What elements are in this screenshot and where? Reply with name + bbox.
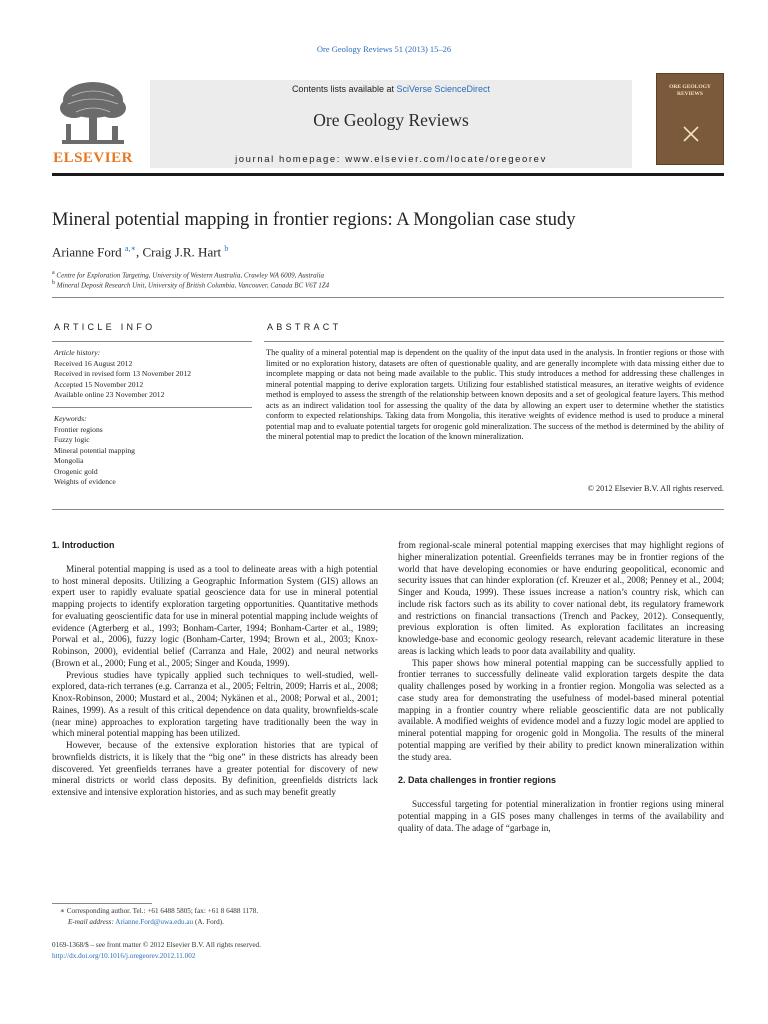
author-name: Craig J.R. Hart <box>142 244 222 260</box>
article-history <box>54 348 254 401</box>
footnote-marker: ∗ <box>60 907 65 915</box>
keywords-label: Keywords: <box>54 414 87 423</box>
body-paragraph: This paper shows how mineral potential mapping can be successfully applied to frontier terranes to successfully delineate valid exploration targets despite the data quality challenges posed by working in a frontier region. Mongolia was selected as a case study area for demonstrating the usefulness of model-based mineral potential mapping in a frontier country where reliable geoscientific data are not publically available. A modified weights of evidence model and a fuzzy logic model are applied to mineral potential mapping for orogenic gold in Mongolia. The results of the mineral potential mapping are verified by their ability to predict known mineralization within the study area. <box>398 657 724 762</box>
abstract-rule <box>264 341 724 342</box>
keyword-item: Frontier regions <box>54 424 103 434</box>
keyword-item: Mongolia <box>54 456 84 465</box>
keyword-item: Mineral potential mapping <box>54 445 135 455</box>
body-right-column <box>398 540 724 834</box>
journal-title: Ore Geology Reviews <box>313 110 469 130</box>
sciverse-link[interactable]: SciVerse ScienceDirect <box>396 84 491 94</box>
body-paragraph: Previous studies have typically applied such techniques to well-studied, well-explored, data-rich terranes (e.g. Carranza et al., 2005; Feltrin, 2009; Harris et al., 2008; Knox-Robinson, 2000; Mustard et al., 2004; Nykänen et al., 2008; Porwal et al., 2001; Raines, 1999). As a result of this critical dependence on data quality, brownfields-scale (near mine) approaches to exploration targeting have traditionally been the way in which mineral potential mapping has been utilized. <box>52 669 378 739</box>
header-rule <box>52 173 724 176</box>
history-item: Received in revised form 13 November 2012 <box>54 369 192 378</box>
journal-homepage[interactable]: journal homepage: www.elsevier.com/locate/oregeorev <box>235 154 547 165</box>
contents-availability <box>150 84 632 94</box>
info-rule <box>52 407 252 408</box>
author-name: Arianne Ford <box>52 244 122 260</box>
author-list <box>52 244 228 260</box>
affiliation-marker: a <box>52 270 55 276</box>
affiliation-text: Mineral Deposit Research Unit, University of British Columbia, Vancouver, Canada BC V6T 1Z4 <box>56 281 330 290</box>
history-label: Article history: <box>54 348 101 357</box>
info-rule <box>52 341 252 342</box>
body-left-column <box>52 540 378 799</box>
contents-prefix: Contents lists available at <box>291 84 397 94</box>
elsevier-wordmark: ELSEVIER <box>53 150 133 166</box>
keyword-item: Fuzzy logic <box>54 435 90 444</box>
issn-line: 0169-1368/$ – see front matter © 2012 Elsevier B.V. All rights reserved. <box>52 941 261 949</box>
affiliation-marker: b <box>52 280 55 286</box>
abstract-heading: ABSTRACT <box>267 322 342 332</box>
pickaxe-icon <box>681 124 701 144</box>
page-footer <box>52 940 378 962</box>
article-info-heading: ARTICLE INFO <box>54 322 156 332</box>
section-heading: 2. Data challenges in frontier regions <box>398 775 557 786</box>
email-link[interactable]: Arianne.Ford@uwa.edu.au <box>115 918 194 926</box>
affiliation <box>52 270 324 279</box>
doi-link[interactable]: http://dx.doi.org/10.1016/j.oregeorev.2012.11.002 <box>52 952 196 960</box>
email-suffix: (A. Ford). <box>194 918 224 926</box>
footnote-rule <box>52 903 152 904</box>
author-affiliation-marker[interactable]: b <box>224 244 229 253</box>
body-paragraph: from regional-scale mineral potential mapping exercises that may highlight regions of higher mineralization potential. Greenfields terranes may be in frontier regions of the world that have developing economies or have enduring geopolitical, economic and security issues that can hinder exploration (cf. Kreuzer et al., 2008; Penney et al., 2004; Singer and Kouda, 1999). These issues increase a nation’s country risk, which can include risk factors such as its ability to cover national debt, its regulatory framework and restrictions on financial transactions (Trench and Packey, 2012). Consequently, previous exploration is often limited. As exploration facilitates an increasing knowledge-base and economic geology research, relevant academic literature in these areas is lacking which leads to poor data availability and quality. <box>398 540 724 656</box>
body-paragraph: Mineral potential mapping is used as a tool to delineate areas with a high potential to host mineral deposits. Utilizing a Geographic Information System (GIS) allows an expert user to rapidly evaluate spatial geoscience data for use in mineral potential mapping projects to identify exploration targeting opportunities. Quantitative methods for evaluating geoscientific data for use in mineral potential mapping include weights of evidence (Agterberg et al., 1993; Bonham-Carter, 1994; Bonham-Carter et al., 1989; Porwal et al., 2006), fuzzy logic (Bonham-Carter, 1994; Brown et al., 2003; Knox-Robinson, 2000), evidential belief (Carranza and Hale, 2002) and neural networks (Brown et al., 2000; Fung et al., 2005; Singer and Kouda, 1999). <box>52 563 378 668</box>
section-rule <box>52 297 724 298</box>
section-heading: 1. Introduction <box>52 540 115 550</box>
history-item: Available online 23 November 2012 <box>54 390 165 399</box>
body-paragraph: Successful targeting for potential mineralization in frontier regions using mineral potential mapping in a GIS poses many challenges in terms of the availability and quality of data. The adage of “garbage in, <box>398 799 724 833</box>
cover-title: ORE GEOLOGY REVIEWS <box>669 84 711 97</box>
affiliation <box>52 280 329 289</box>
body-paragraph: However, because of the extensive exploration histories that are typical of brownfields districts, it is likely that the “big one” in these districts has already been discovered. Yet greenfields terranes have a greater potential for discovery of new mineral districts or world class deposits. By definition, greenfields districts lack extensive and intensive exploration histories, and as such may benefit greatly <box>52 740 378 797</box>
keywords <box>54 414 254 488</box>
journal-cover-image <box>656 73 724 165</box>
author-separator: , <box>135 244 143 260</box>
footnote-text: Corresponding author. Tel.: +61 6488 5805; fax: +61 8 6488 1178. <box>66 907 259 915</box>
journal-citation[interactable]: Ore Geology Reviews 51 (2013) 15–26 <box>316 44 452 54</box>
email-label: E-mail address: <box>68 918 114 926</box>
history-item: Accepted 15 November 2012 <box>54 379 144 389</box>
corresponding-author-footnote <box>52 906 378 928</box>
abstract-copyright: © 2012 Elsevier B.V. All rights reserved. <box>587 484 724 493</box>
keyword-item: Orogenic gold <box>54 466 98 476</box>
affiliation-text: Centre for Exploration Targeting, University of Western Australia, Crawley WA 6009, Australia <box>56 271 325 280</box>
abstract-text: The quality of a mineral potential map is dependent on the quality of the input data used in the analysis. In frontier regions or those with limited or no exploration history, datasets are often of questionable quality, and are generally incomplete with data missing either due to incomplete mapping or data not being made available to the public. This study introduces a method for addressing these challenges in mineral potential mapping to derive exploration targets. Utilizing four established statistical measures, an iterative weights of evidence method is employed to assess the strength of the relationship between known deposits and a set of geological feature layers. This method acts as an indirect validation tool for assessing the quality of the data by allowing an expert user to determine whether the statistics conform to expected relationships. Taking data from Mongolia, this iterative weights of evidence method is used to produce a mineral potential map and to evaluate potential targets for orogenic gold mineralization. The success of the method is determined by the ability of the mineral potential map to predict the location of the known mineralization. <box>266 348 724 442</box>
author-affiliation-marker[interactable]: a,∗ <box>124 244 136 253</box>
keyword-item: Weights of evidence <box>54 477 116 486</box>
history-item: Received 16 August 2012 <box>54 358 133 368</box>
article-title: Mineral potential mapping in frontier regions: A Mongolian case study <box>52 210 576 230</box>
section-rule <box>52 509 724 510</box>
